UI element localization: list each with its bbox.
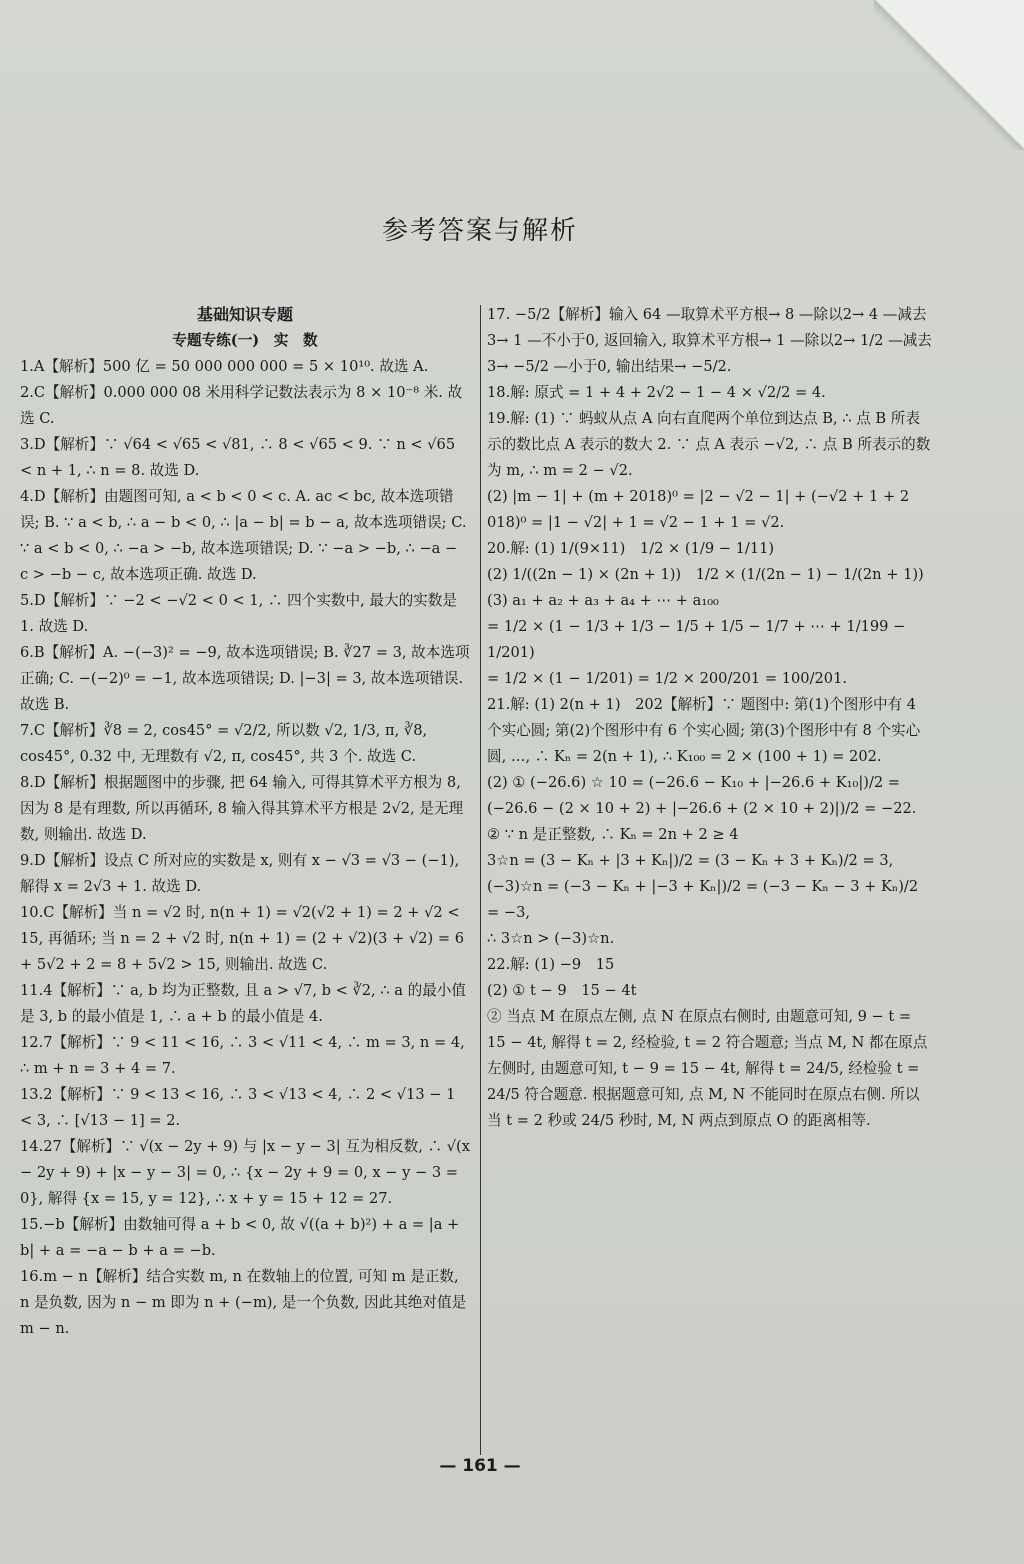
answer-item: 3.D【解析】∵ √64 < √65 < √81, ∴ 8 < √65 < 9. ∵ n < √65 < n + 1, ∴ n = 8. 故选 D. <box>20 436 456 479</box>
answer-item: ∴ 3☆n > (−3)☆n. <box>487 930 615 947</box>
answer-item: 16.m − n【解析】结合实数 m, n 在数轴上的位置, 可知 m 是正数, n 是负数, 因为 n − m 即为 n + (−m), 是一个负数, 因此其绝对值是 m − n. <box>20 1268 467 1337</box>
answer-item: (3) a₁ + a₂ + a₃ + a₄ + ⋯ + a₁₀₀ <box>487 592 719 609</box>
answer-item: 18.解: 原式 = 1 + 4 + 2√2 − 1 − 4 × √2/2 = 4. <box>487 384 826 401</box>
answer-item: 2.C【解析】0.000 000 08 米用科学记数法表示为 8 × 10⁻⁸ 米. 故选 C. <box>20 384 463 427</box>
answer-item: (2) ① t − 9 15 − 4t <box>487 982 637 999</box>
answer-item: 14.27【解析】∵ √(x − 2y + 9) 与 |x − y − 3| 互为相反数, ∴ √(x − 2y + 9) + |x − y − 3| = 0, ∴ {x − 2y + 9 = 0, x − y − 3 = 0}, 解得 {x = 15, y = 12}, ∴ x + y = 15 + 12 = 27. <box>20 1138 470 1207</box>
answer-item: 6.B【解析】A. −(−3)² = −9, 故本选项错误; B. ∛27 = 3, 故本选项正确; C. −(−2)⁰ = −1, 故本选项错误; D. |−3| = 3, 故本选项错误. 故选 B. <box>20 644 470 713</box>
column-divider <box>480 305 481 1455</box>
answer-item: ② ∵ n 是正整数, ∴ Kₙ = 2n + 2 ≥ 4 <box>487 826 739 843</box>
right-column <box>487 302 932 1134</box>
answer-item: (2) ① (−26.6) ☆ 10 = (−26.6 − K₁₀ + |−26.6 + K₁₀|)/2 = (−26.6 − (2 × 10 + 2) + |−26.6 + (2 × 10 + 2)|)/2 = −22. <box>487 774 917 817</box>
left-column <box>20 302 470 1342</box>
answer-item: 7.C【解析】∛8 = 2, cos45° = √2/2, 所以数 √2, 1/3, π, ∛8, cos45°, 0.32 中, 无理数有 √2, π, cos45°, 共 3 个. 故选 C. <box>20 722 428 765</box>
answer-item: ② 当点 M 在原点左侧, 点 N 在原点右侧时, 由题意可知, 9 − t = 15 − 4t, 解得 t = 2, 经检验, t = 2 符合题意; 当点 M, N 都在原点左侧时, 由题意可知, t − 9 = 15 − 4t, 解得 t = 24/5, 经检验 t = 24/5 符合题意. 根据题意可知, 点 M, N 不能同时在原点右侧. 所以当 t = 2 秒或 24/5 秒时, M, N 两点到原点 O 的距离相等. <box>487 1008 928 1129</box>
subsection-title: 专题专练(一) 实 数 <box>172 332 318 349</box>
page-title: 参考答案与解析 <box>381 216 578 246</box>
answer-item: 3☆n = (3 − Kₙ + |3 + Kₙ|)/2 = (3 − Kₙ + 3 + Kₙ)/2 = 3, <box>487 852 894 869</box>
answer-item: 4.D【解析】由题图可知, a < b < 0 < c. A. ac < bc, 故本选项错误; B. ∵ a < b, ∴ a − b < 0, ∴ |a − b| = b − a, 故本选项错误; C. ∵ a < b < 0, ∴ −a > −b, 故本选项错误; D. ∵ −a > −b, ∴ −a − c > −b − c, 故本选项正确. 故选 D. <box>20 488 467 583</box>
answer-item: (−3)☆n = (−3 − Kₙ + |−3 + Kₙ|)/2 = (−3 − Kₙ − 3 + Kₙ)/2 = −3, <box>487 878 919 921</box>
answer-item: 22.解: (1) −9 15 <box>487 956 615 973</box>
answer-item: 12.7【解析】∵ 9 < 11 < 16, ∴ 3 < √11 < 4, ∴ m = 3, n = 4, ∴ m + n = 3 + 4 = 7. <box>20 1034 465 1077</box>
answer-item: 21.解: (1) 2(n + 1) 202【解析】∵ 题图中: 第(1)个图形中有 4 个实心圆; 第(2)个图形中有 6 个实心圆; 第(3)个图形中有 8 个实心圆, …, ∴ Kₙ = 2(n + 1), ∴ K₁₀₀ = 2 × (100 + 1) = 202. <box>487 696 921 765</box>
answer-item: 11.4【解析】∵ a, b 均为正整数, 且 a > √7, b < ∛2, ∴ a 的最小值是 3, b 的最小值是 1, ∴ a + b 的最小值是 4. <box>20 982 466 1025</box>
answer-item: 10.C【解析】当 n = √2 时, n(n + 1) = √2(√2 + 1) = 2 + √2 < 15, 再循环; 当 n = 2 + √2 时, n(n + 1) = (2 + √2)(3 + √2) = 6 + 5√2 + 2 = 8 + 5√2 > 15, 则输出. 故选 C. <box>20 904 465 973</box>
answer-item: 5.D【解析】∵ −2 < −√2 < 0 < 1, ∴ 四个实数中, 最大的实数是 1. 故选 D. <box>20 592 457 635</box>
answer-item: 15.−b【解析】由数轴可得 a + b < 0, 故 √((a + b)²) + a = |a + b| + a = −a − b + a = −b. <box>20 1216 460 1259</box>
section-title: 基础知识专题 <box>196 305 293 324</box>
answer-item: = 1/2 × (1 − 1/201) = 1/2 × 200/201 = 100/201. <box>487 670 847 687</box>
answer-item: (2) |m − 1| + (m + 2018)⁰ = |2 − √2 − 1| + (−√2 + 1 + 2 018)⁰ = |1 − √2| + 1 = √2 − 1 + 1 = √2. <box>487 488 910 531</box>
answer-item: 1.A【解析】500 亿 = 50 000 000 000 = 5 × 10¹⁰. 故选 A. <box>20 358 429 375</box>
answer-item: 17. −5/2【解析】输入 64 —取算术平方根→ 8 —除以2→ 4 —减去3→ 1 —不小于0, 返回输入, 取算术平方根→ 1 —除以2→ 1/2 —减去3→ −5/2 —小于0, 输出结果→ −5/2. <box>487 306 932 375</box>
answer-item: 20.解: (1) 1/(9×11) 1/2 × (1/9 − 1/11) <box>487 540 775 557</box>
answer-item: = 1/2 × (1 − 1/3 + 1/3 − 1/5 + 1/5 − 1/7 + ⋯ + 1/199 − 1/201) <box>487 618 906 661</box>
answer-item: 13.2【解析】∵ 9 < 13 < 16, ∴ 3 < √13 < 4, ∴ 2 < √13 − 1 < 3, ∴ [√13 − 1] = 2. <box>20 1086 456 1129</box>
answer-item: 9.D【解析】设点 C 所对应的实数是 x, 则有 x − √3 = √3 − (−1), 解得 x = 2√3 + 1. 故选 D. <box>20 852 460 895</box>
answer-item: 19.解: (1) ∵ 蚂蚁从点 A 向右直爬两个单位到达点 B, ∴ 点 B 所表示的数比点 A 表示的数大 2. ∵ 点 A 表示 −√2, ∴ 点 B 所表示的数为 m, ∴ m = 2 − √2. <box>487 410 931 479</box>
answer-item: 8.D【解析】根据题图中的步骤, 把 64 输入, 可得其算术平方根为 8, 因为 8 是有理数, 所以再循环, 8 输入得其算术平方根是 2√2, 是无理数, 则输出. 故选 D. <box>20 774 464 843</box>
answer-item: (2) 1/((2n − 1) × (2n + 1)) 1/2 × (1/(2n − 1) − 1/(2n + 1)) <box>487 566 924 583</box>
folded-corner <box>874 0 1024 150</box>
page-number: — 161 — <box>439 1456 521 1476</box>
